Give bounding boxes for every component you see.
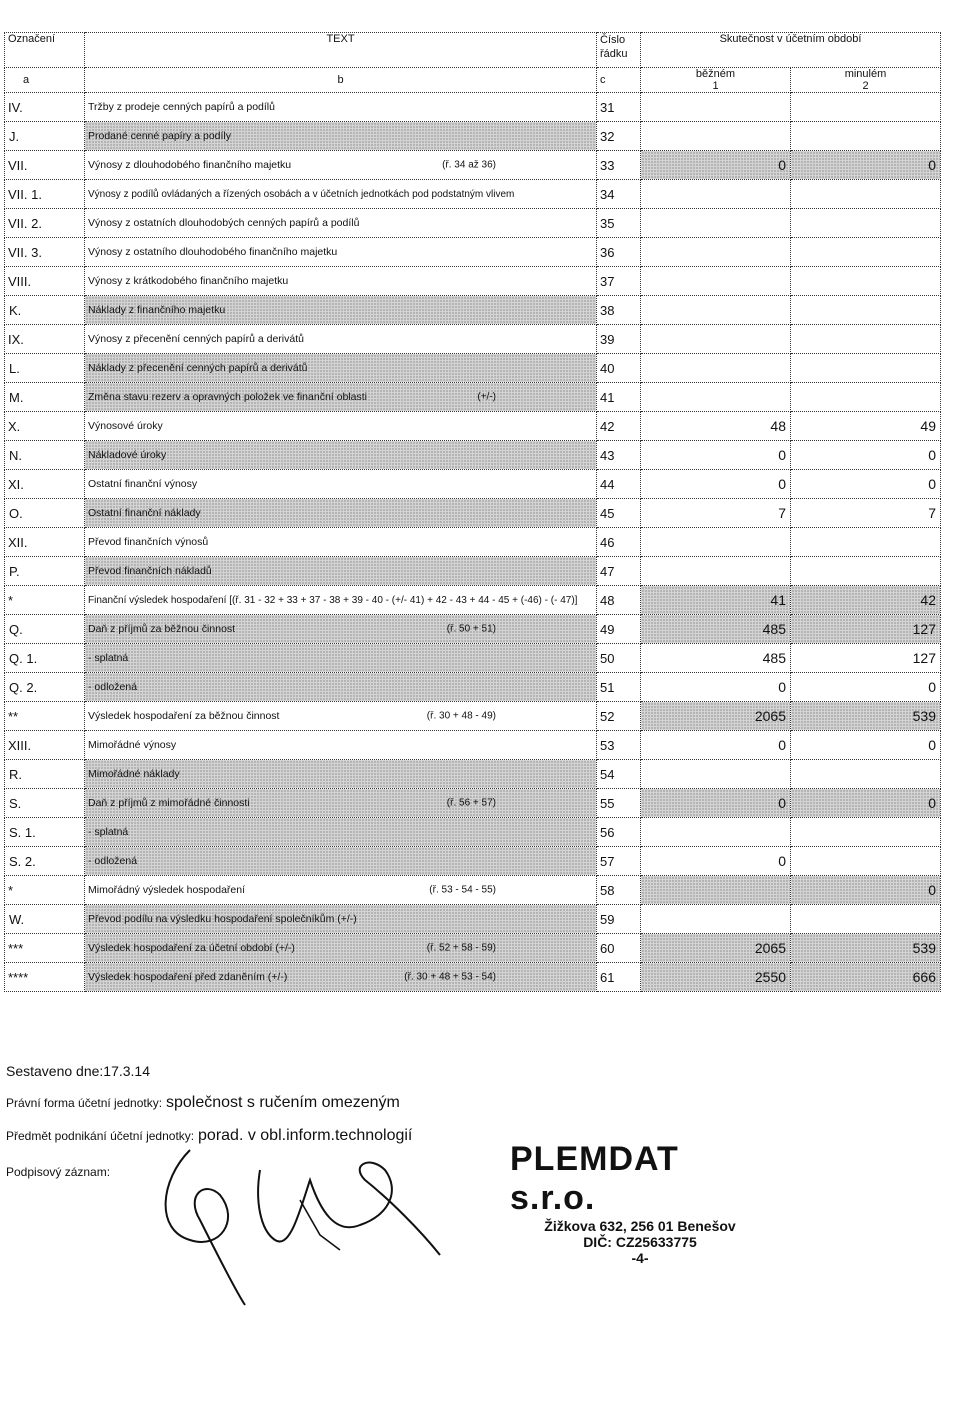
row-value-current [641,876,791,905]
row-value-previous [791,354,941,383]
row-value-current: 41 [641,586,791,615]
row-text [85,557,597,586]
row-oznaceni: M. [5,383,85,412]
row-number: 39 [597,325,641,354]
row-value-previous [791,760,941,789]
row-text-label: Nákladové úroky [88,449,167,461]
table-row [5,702,941,731]
row-oznaceni: VII. 3. [5,238,85,267]
row-text [85,847,597,876]
row-number: 49 [597,615,641,644]
row-value-previous: 42 [791,586,941,615]
row-value-current: 485 [641,615,791,644]
row-text-label: Náklady z finančního majetku [88,304,226,316]
row-value-previous [791,296,941,325]
row-oznaceni: S. 2. [5,847,85,876]
table-row [5,499,941,528]
row-number: 38 [597,296,641,325]
table-row [5,441,941,470]
row-text-label: Výnosy z dlouhodobého finančního majetku [88,159,292,171]
row-text-label: Převod finančních výnosů [88,536,209,548]
row-value-previous: 0 [791,151,941,180]
row-value-current [641,528,791,557]
table-row [5,847,941,876]
row-text [85,238,597,267]
row-text-label: Daň z příjmů za běžnou činnost [88,623,236,635]
table-row [5,325,941,354]
row-text [85,963,597,992]
row-value-previous [791,238,941,267]
row-formula: (ř. 53 - 54 - 55) [429,884,496,896]
row-value-previous: 0 [791,441,941,470]
income-statement-table [4,32,941,992]
row-number: 60 [597,934,641,963]
row-text [85,644,597,673]
row-text-label: - odložená [88,681,138,693]
row-number: 40 [597,354,641,383]
row-number: 48 [597,586,641,615]
row-oznaceni: R. [5,760,85,789]
stamp-dic: DIČ: CZ25633775 [583,1234,697,1250]
row-value-previous [791,267,941,296]
row-value-previous: 49 [791,412,941,441]
row-oznaceni: VIII. [5,267,85,296]
row-text-label: Ostatní finanční náklady [88,507,201,519]
row-oznaceni: **** [5,963,85,992]
row-value-current: 2065 [641,702,791,731]
row-value-previous [791,122,941,151]
col-label-1: 1 [712,80,719,92]
row-value-previous [791,557,941,586]
row-number: 33 [597,151,641,180]
row-text [85,412,597,441]
row-value-previous: 127 [791,644,941,673]
col-label-a: a [5,68,85,93]
row-formula: (ř. 34 až 36) [442,159,496,171]
table-row [5,789,941,818]
row-text [85,209,597,238]
row-text-label: Výnosy z ostatního dlouhodobého finančního majetku [88,246,338,258]
row-number: 47 [597,557,641,586]
header-text: TEXT [85,33,597,68]
row-number: 37 [597,267,641,296]
row-text-label: Mimořádný výsledek hospodaření [88,884,245,896]
row-value-current: 2550 [641,963,791,992]
podpis-label: Podpisový záznam: [6,1165,111,1179]
row-text-label: Změna stavu rezerv a opravných položek ve finanční oblasti [88,391,367,403]
table-row [5,238,941,267]
row-formula: (ř. 30 + 48 - 49) [426,710,496,722]
row-value-current [641,818,791,847]
row-oznaceni: XII. [5,528,85,557]
pravni-forma-value: společnost s ručením omezeným [165,1094,400,1111]
row-value-current [641,267,791,296]
table-row [5,905,941,934]
row-text-label: - splatná [88,826,129,838]
row-number: 58 [597,876,641,905]
row-text-label: Výnosy z ostatních dlouhodobých cenných papírů a podílů [88,217,360,229]
row-formula: (ř. 52 + 58 - 59) [426,942,496,954]
row-oznaceni: * [5,586,85,615]
row-number: 50 [597,644,641,673]
row-value-current [641,325,791,354]
row-formula: (ř. 56 + 57) [446,797,496,809]
header-cislo-radku [597,33,641,68]
table-row [5,383,941,412]
row-text-label: Výnosy z podílů ovládaných a řízených osobách a v účetních jednotkách pod podstatným vlivem [88,188,515,200]
row-oznaceni: J. [5,122,85,151]
row-oznaceni: *** [5,934,85,963]
row-text-label: Prodané cenné papíry a podíly [88,130,232,142]
row-text-label: Výnosy z krátkodobého finančního majetku [88,275,289,287]
sestaveno-line [6,1063,150,1079]
row-text-label: Ostatní finanční výnosy [88,478,198,490]
table-row [5,180,941,209]
row-text [85,354,597,383]
row-value-current [641,760,791,789]
row-value-current [641,905,791,934]
row-oznaceni: S. [5,789,85,818]
row-number: 56 [597,818,641,847]
row-number: 46 [597,528,641,557]
table-row [5,934,941,963]
row-oznaceni: VII. [5,151,85,180]
pravni-forma-line [6,1094,400,1112]
stamp-company-name: PLEMDAT s.r.o. [510,1140,679,1217]
row-value-current [641,180,791,209]
row-number: 54 [597,760,641,789]
row-text [85,267,597,296]
row-value-current [641,93,791,122]
predmet-value: porad. v obl.inform.technologií [198,1127,413,1144]
predmet-label: Předmět podnikání účetní jednotky: [6,1129,195,1143]
header-cislo-line1: Číslo [600,34,626,46]
row-value-current: 0 [641,470,791,499]
row-value-previous: 539 [791,934,941,963]
table-row [5,267,941,296]
row-text-label: Výsledek hospodaření za účetní období (+/-) [88,942,295,954]
row-text [85,93,597,122]
table-row [5,963,941,992]
row-text [85,760,597,789]
row-value-current: 0 [641,151,791,180]
row-number: 35 [597,209,641,238]
row-number: 53 [597,731,641,760]
row-value-current [641,209,791,238]
row-value-previous [791,383,941,412]
row-oznaceni: N. [5,441,85,470]
row-text-label: Převod podílu na výsledku hospodaření společníkům (+/-) [88,913,357,925]
row-value-previous: 0 [791,876,941,905]
table-row [5,209,941,238]
table-row [5,818,941,847]
table-row [5,615,941,644]
row-value-current: 0 [641,789,791,818]
row-number: 55 [597,789,641,818]
row-text [85,818,597,847]
row-text-label: Tržby z prodeje cenných papírů a podílů [88,101,275,113]
row-text-label: - odložená [88,855,138,867]
row-text [85,528,597,557]
table-row [5,93,941,122]
row-value-previous: 0 [791,470,941,499]
col-label-b: b [85,68,597,93]
bezny-label: běžném [695,68,736,80]
row-value-previous: 0 [791,673,941,702]
row-number: 52 [597,702,641,731]
row-value-previous [791,528,941,557]
table-row [5,731,941,760]
row-text-label: Mimořádné náklady [88,768,180,780]
row-oznaceni: Q. 2. [5,673,85,702]
row-number: 45 [597,499,641,528]
financial-statement-sheet [4,32,940,992]
row-value-current: 2065 [641,934,791,963]
row-value-previous: 539 [791,702,941,731]
row-oznaceni: Q. 1. [5,644,85,673]
row-value-previous: 0 [791,789,941,818]
row-number: 57 [597,847,641,876]
row-number: 34 [597,180,641,209]
row-text-label: Finanční výsledek hospodaření [(ř. 31 - 32 + 33 + 37 - 38 + 39 - 40 - (+/- 41) + 42 - 43 + 44 - 45 + (-46) - (- 47)] [88,594,578,606]
table-subheader-row [5,68,941,93]
row-oznaceni: K. [5,296,85,325]
row-value-previous [791,180,941,209]
row-text [85,180,597,209]
row-text [85,441,597,470]
table-row [5,412,941,441]
row-value-current: 0 [641,441,791,470]
row-text-label: Daň z příjmů z mimořádné činnosti [88,797,250,809]
table-row [5,122,941,151]
podpis-line [6,1163,110,1179]
row-oznaceni: O. [5,499,85,528]
row-value-current: 48 [641,412,791,441]
row-value-previous: 7 [791,499,941,528]
stamp-page: -4- [631,1250,649,1266]
company-stamp [510,1140,770,1266]
col-label-c: c [597,68,641,93]
row-number: 51 [597,673,641,702]
row-text-label: Výnosové úroky [88,420,163,432]
row-text-label: - splatná [88,652,129,664]
row-oznaceni: Q. [5,615,85,644]
row-text [85,789,597,818]
row-value-previous: 666 [791,963,941,992]
table-row [5,644,941,673]
row-text [85,151,597,180]
sestaveno-label: Sestaveno dne: [6,1063,104,1079]
row-value-current: 0 [641,731,791,760]
row-value-current: 7 [641,499,791,528]
statement-rows [5,93,941,992]
row-oznaceni: S. 1. [5,818,85,847]
row-number: 31 [597,93,641,122]
row-text [85,876,597,905]
row-oznaceni: ** [5,702,85,731]
col-label-2: 2 [862,80,869,92]
row-formula: (ř. 50 + 51) [446,623,496,635]
row-formula: (ř. 30 + 48 + 53 - 54) [404,971,496,983]
row-oznaceni: P. [5,557,85,586]
row-text-label: Výnosy z přecenění cenných papírů a derivátů [88,333,304,345]
row-text-label: Náklady z přecenění cenných papírů a derivátů [88,362,308,374]
row-oznaceni: XIII. [5,731,85,760]
row-value-previous [791,818,941,847]
row-value-current: 0 [641,847,791,876]
row-text [85,122,597,151]
row-text [85,673,597,702]
table-row [5,151,941,180]
row-text [85,615,597,644]
row-text [85,383,597,412]
row-text [85,934,597,963]
row-text [85,470,597,499]
row-formula: (+/-) [477,391,496,403]
row-text-label: Mimořádné výnosy [88,739,177,751]
table-row [5,528,941,557]
col-label-minulem [791,68,941,93]
col-label-bezny [641,68,791,93]
row-value-current [641,296,791,325]
stamp-address: Žižkova 632, 256 01 Benešov [544,1218,736,1234]
row-value-previous [791,209,941,238]
pravni-forma-label: Právní forma účetní jednotky: [6,1096,163,1110]
row-value-previous [791,325,941,354]
row-oznaceni: W. [5,905,85,934]
header-cislo-line2: řádku [600,48,628,60]
handwritten-signature [150,1140,460,1310]
table-row [5,557,941,586]
row-oznaceni: L. [5,354,85,383]
row-text [85,296,597,325]
row-text-label: Převod finančních nákladů [88,565,212,577]
table-row [5,673,941,702]
table-row [5,760,941,789]
row-number: 41 [597,383,641,412]
row-value-current: 485 [641,644,791,673]
row-value-current [641,122,791,151]
table-row [5,470,941,499]
row-value-current [641,238,791,267]
header-oznaceni: Označení [5,33,85,68]
row-value-current [641,354,791,383]
row-value-previous: 127 [791,615,941,644]
row-value-previous [791,847,941,876]
sestaveno-value: 17.3.14 [103,1063,151,1079]
row-text-label: Výsledek hospodaření za běžnou činnost [88,710,280,722]
row-value-current [641,557,791,586]
row-text [85,499,597,528]
row-value-previous [791,905,941,934]
minulem-label: minulém [844,68,887,80]
table-row [5,296,941,325]
row-value-current: 0 [641,673,791,702]
table-header-row [5,33,941,68]
row-oznaceni: VII. 1. [5,180,85,209]
row-text-label: Výsledek hospodaření před zdaněním (+/-) [88,971,288,983]
row-oznaceni: X. [5,412,85,441]
row-number: 44 [597,470,641,499]
row-oznaceni: * [5,876,85,905]
row-number: 42 [597,412,641,441]
row-text [85,731,597,760]
table-row [5,876,941,905]
row-value-previous: 0 [791,731,941,760]
row-value-current [641,383,791,412]
row-number: 61 [597,963,641,992]
row-number: 32 [597,122,641,151]
row-number: 43 [597,441,641,470]
row-oznaceni: IV. [5,93,85,122]
table-row [5,354,941,383]
row-text [85,905,597,934]
header-skutecnost: Skutečnost v účetním období [641,33,941,68]
row-value-previous [791,93,941,122]
table-row [5,586,941,615]
row-text [85,325,597,354]
row-oznaceni: XI. [5,470,85,499]
row-oznaceni: IX. [5,325,85,354]
row-text [85,702,597,731]
row-number: 36 [597,238,641,267]
row-number: 59 [597,905,641,934]
row-text [85,586,597,615]
row-oznaceni: VII. 2. [5,209,85,238]
